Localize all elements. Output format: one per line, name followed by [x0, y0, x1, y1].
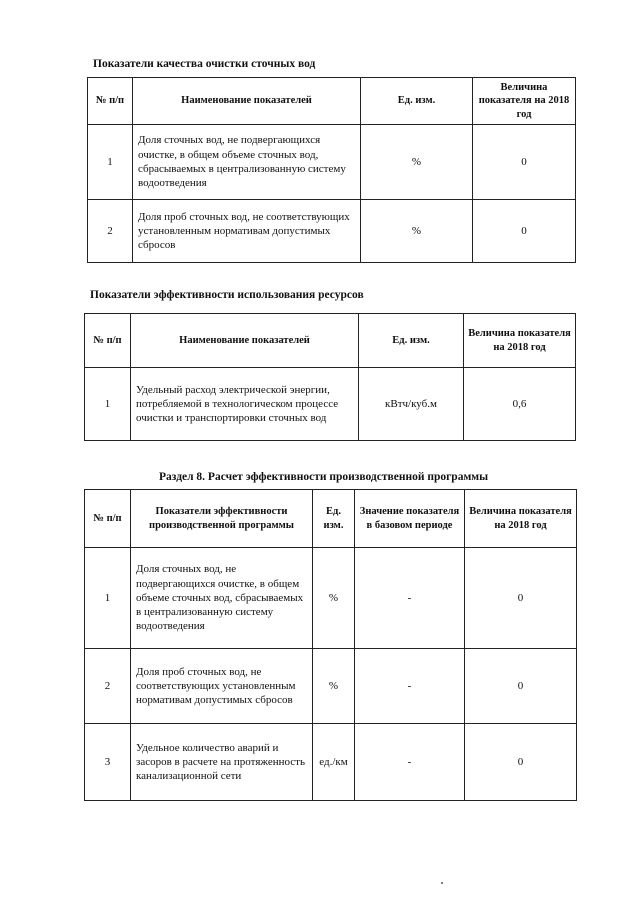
- header-cell: Величина показателя на 2018 год: [465, 490, 577, 548]
- value-cell: 0: [465, 724, 577, 801]
- table-header-row: [85, 490, 577, 548]
- unit-cell: %: [313, 649, 355, 724]
- base-value-cell: -: [355, 724, 465, 801]
- row-number: 2: [85, 649, 131, 724]
- base-value-cell: -: [355, 649, 465, 724]
- header-cell: Ед. изм.: [359, 314, 464, 368]
- header-cell: Величина показателя на 2018 год: [464, 314, 576, 368]
- section-8-title: Раздел 8. Расчет эффективности производственной программы: [159, 471, 489, 483]
- header-cell: Показатели эффективности производственной программы: [131, 490, 313, 548]
- unit-cell: кВтч/куб.м: [359, 368, 464, 441]
- unit-cell: %: [361, 125, 473, 200]
- indicator-name: Доля сточных вод, не подвергающихся очистке, в общем объеме сточных вод, сбрасываемых в централизованную систему водоотведения: [133, 125, 361, 200]
- table-row: [85, 724, 577, 801]
- base-value-cell: -: [355, 548, 465, 649]
- row-number: 1: [88, 125, 133, 200]
- indicator-name: Доля проб сточных вод, не соответствующих установленным нормативам допустимых сбросов: [133, 200, 361, 263]
- row-number: 2: [88, 200, 133, 263]
- header-cell: № п/п: [85, 314, 131, 368]
- table-row: [85, 649, 577, 724]
- header-cell: Ед. изм.: [313, 490, 355, 548]
- value-cell: 0: [465, 649, 577, 724]
- value-cell: 0: [473, 125, 576, 200]
- table-row: [88, 200, 576, 263]
- indicator-name: Доля проб сточных вод, не соответствующих установленным нормативам допустимых сбросов: [131, 649, 313, 724]
- table-row: [85, 548, 577, 649]
- value-cell: 0,6: [464, 368, 576, 441]
- header-cell: № п/п: [88, 78, 133, 125]
- indicator-name: Удельный расход электрической энергии, потребляемой в технологическом процессе очистки и транспортировки сточных вод: [131, 368, 359, 441]
- header-cell: Величина показателя на 2018 год: [473, 78, 576, 125]
- header-cell: Наименование показателей: [131, 314, 359, 368]
- value-cell: 0: [473, 200, 576, 263]
- indicator-name: Удельное количество аварий и засоров в расчете на протяженность канализационной сети: [131, 724, 313, 801]
- header-cell: Ед. изм.: [361, 78, 473, 125]
- unit-cell: %: [313, 548, 355, 649]
- table-row: [88, 125, 576, 200]
- scan-speck: [441, 882, 443, 884]
- table2-title: Показатели эффективности использования ресурсов: [90, 289, 364, 301]
- row-number: 1: [85, 548, 131, 649]
- quality-table: [87, 77, 576, 263]
- efficiency-table: [84, 489, 577, 801]
- table1-title: Показатели качества очистки сточных вод: [93, 58, 316, 70]
- value-cell: 0: [465, 548, 577, 649]
- resources-table: [84, 313, 576, 441]
- unit-cell: ед./км: [313, 724, 355, 801]
- header-cell: № п/п: [85, 490, 131, 548]
- row-number: 3: [85, 724, 131, 801]
- unit-cell: %: [361, 200, 473, 263]
- row-number: 1: [85, 368, 131, 441]
- header-cell: Значение показателя в базовом периоде: [355, 490, 465, 548]
- indicator-name: Доля сточных вод, не подвергающихся очистке, в общем объеме сточных вод, сбрасываемых в централизованную систему водоотведения: [131, 548, 313, 649]
- table-header-row: [88, 78, 576, 125]
- header-cell: Наименование показателей: [133, 78, 361, 125]
- table-row: [85, 368, 576, 441]
- table-header-row: [85, 314, 576, 368]
